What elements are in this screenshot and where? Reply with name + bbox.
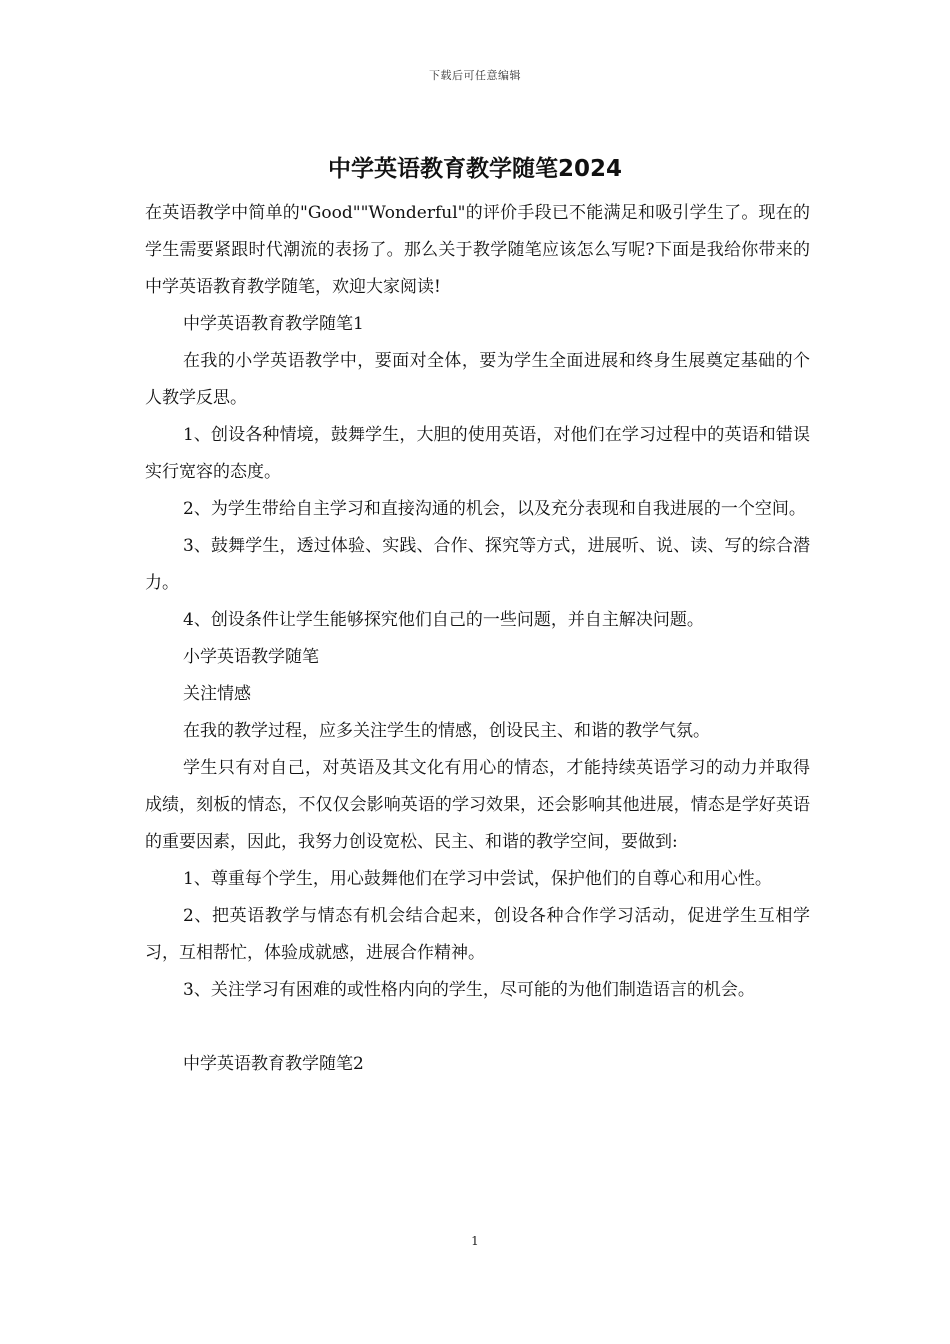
list-item: 4、创设条件让学生能够探究他们自己的一些问题，并自主解决问题。 — [183, 610, 704, 630]
list-item: 3、关注学习有困难的或性格内向的学生，尽可能的为他们制造语言的机会。 — [183, 980, 755, 1000]
paragraph: 学生只有对自己，对英语及其文化有用心的情态，才能持续英语学习的动力并取得成绩，刻板的情态，不仅仅会影响英语的学习效果，还会影响其他进展，情态是学好英语的重要因素，因此，我努力创设宽松、民主、和谐的教学空间，要做到: — [145, 758, 810, 852]
subheading: 关注情感 — [183, 684, 251, 704]
list-item: 2、把英语教学与情态有机会结合起来，创设各种合作学习活动，促进学生互相学习，互相帮忙，体验成就感，进展合作精神。 — [145, 906, 810, 963]
page-number: 1 — [471, 1234, 479, 1248]
intro-paragraph: 在英语教学中简单的"Good""Wonderful"的评价手段已不能满足和吸引学生了。现在的学生需要紧跟时代潮流的表扬了。那么关于教学随笔应该怎么写呢?下面是我给你带来的中学英语教育教学随笔，欢迎大家阅读! — [145, 203, 810, 297]
list-item: 1、尊重每个学生，用心鼓舞他们在学习中尝试，保护他们的自尊心和用心性。 — [183, 869, 772, 889]
paragraph: 在我的教学过程，应多关注学生的情感，创设民主、和谐的教学气氛。 — [183, 721, 710, 741]
header-note: 下载后可任意编辑 — [429, 69, 521, 82]
page-title: 中学英语教育教学随笔2024 — [327, 156, 622, 182]
section-heading-2: 中学英语教育教学随笔2 — [183, 1054, 364, 1074]
document-body — [145, 195, 810, 1083]
paragraph: 在我的小学英语教学中，要面对全体，要为学生全面进展和终身生展奠定基础的个人教学反思。 — [145, 351, 810, 408]
list-item: 1、创设各种情境，鼓舞学生，大胆的使用英语，对他们在学习过程中的英语和错误实行宽容的态度。 — [145, 425, 810, 482]
list-item: 3、鼓舞学生，透过体验、实践、合作、探究等方式，进展听、说、读、写的综合潜力。 — [145, 536, 810, 593]
list-item: 2、为学生带给自主学习和直接沟通的机会，以及充分表现和自我进展的一个空间。 — [183, 499, 806, 519]
subheading: 小学英语教学随笔 — [183, 647, 319, 667]
section-heading-1: 中学英语教育教学随笔1 — [183, 314, 364, 334]
